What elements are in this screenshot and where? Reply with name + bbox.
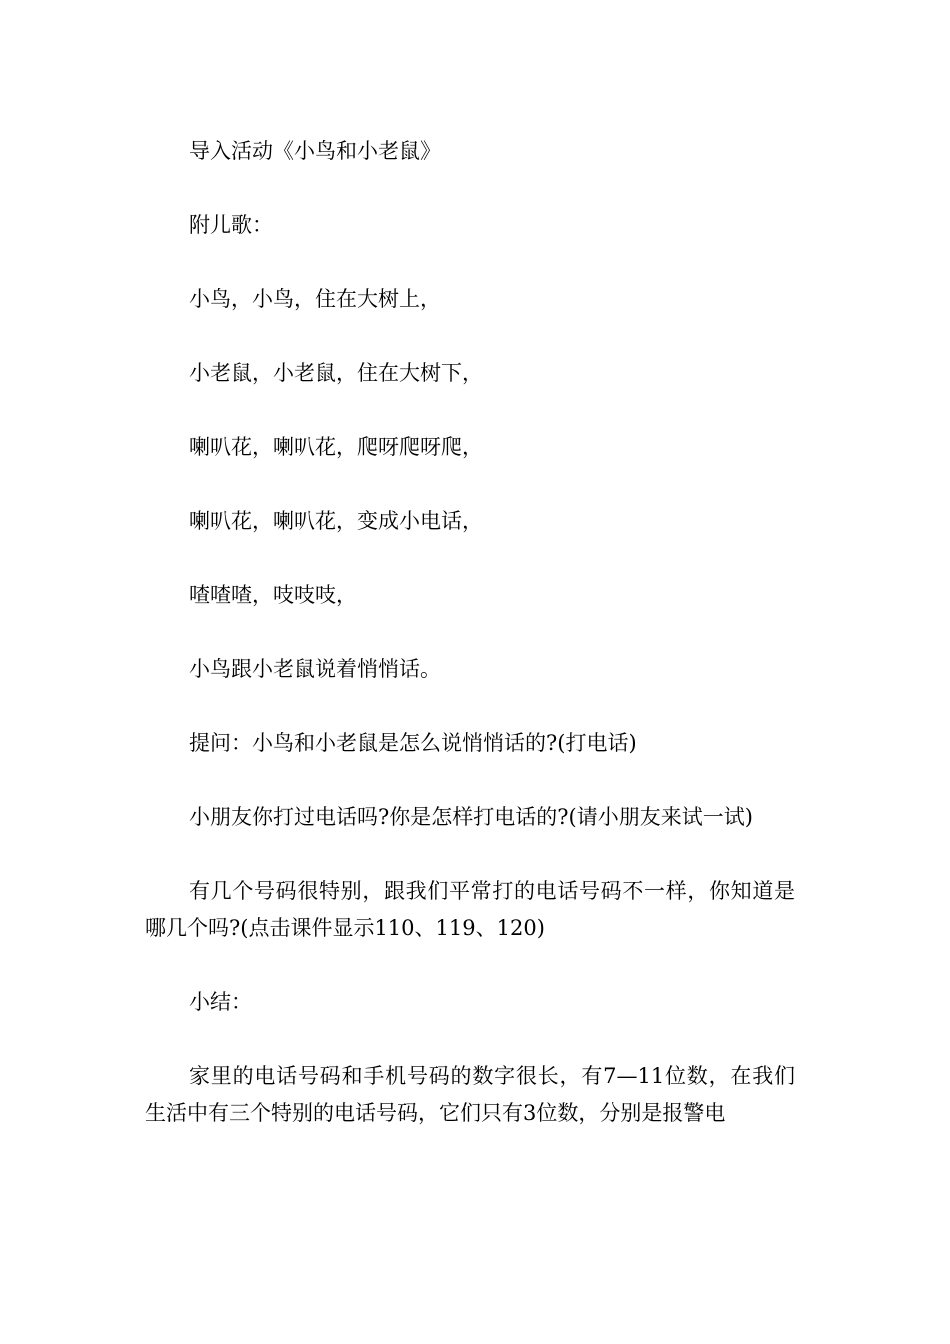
document-body (145, 133, 795, 1169)
paragraph-phone-question: 小朋友你打过电话吗?你是怎样打电话的?(请小朋友来试一试) (189, 805, 753, 829)
song-line-5: 喳喳喳，吱吱吱， (189, 583, 357, 607)
song-line-6: 小鸟跟小老鼠说着悄悄话。 (189, 657, 441, 681)
song-line-4: 喇叭花，喇叭花，变成小电话， (189, 509, 483, 533)
heading-activity-title: 导入活动《小鸟和小老鼠》 (189, 139, 441, 163)
song-line-3: 喇叭花，喇叭花，爬呀爬呀爬， (189, 435, 483, 459)
paragraph-question: 提问：小鸟和小老鼠是怎么说悄悄话的?(打电话) (189, 731, 637, 755)
paragraph-summary: 家里的电话号码和手机号码的数字很长，有7—11位数，在我们生活中有三个特别的电话号码，它们只有3位数，分别是报警电 (145, 1064, 795, 1125)
song-line-2: 小老鼠，小老鼠，住在大树下， (189, 361, 483, 385)
song-line-1: 小鸟，小鸟，住在大树上， (189, 287, 441, 311)
paragraph-song-label: 附儿歌： (189, 213, 273, 237)
paragraph-special-numbers: 有几个号码很特别，跟我们平常打的电话号码不一样，你知道是哪几个吗?(点击课件显示110、119、120) (145, 879, 795, 940)
paragraph-summary-label: 小结： (189, 990, 252, 1014)
